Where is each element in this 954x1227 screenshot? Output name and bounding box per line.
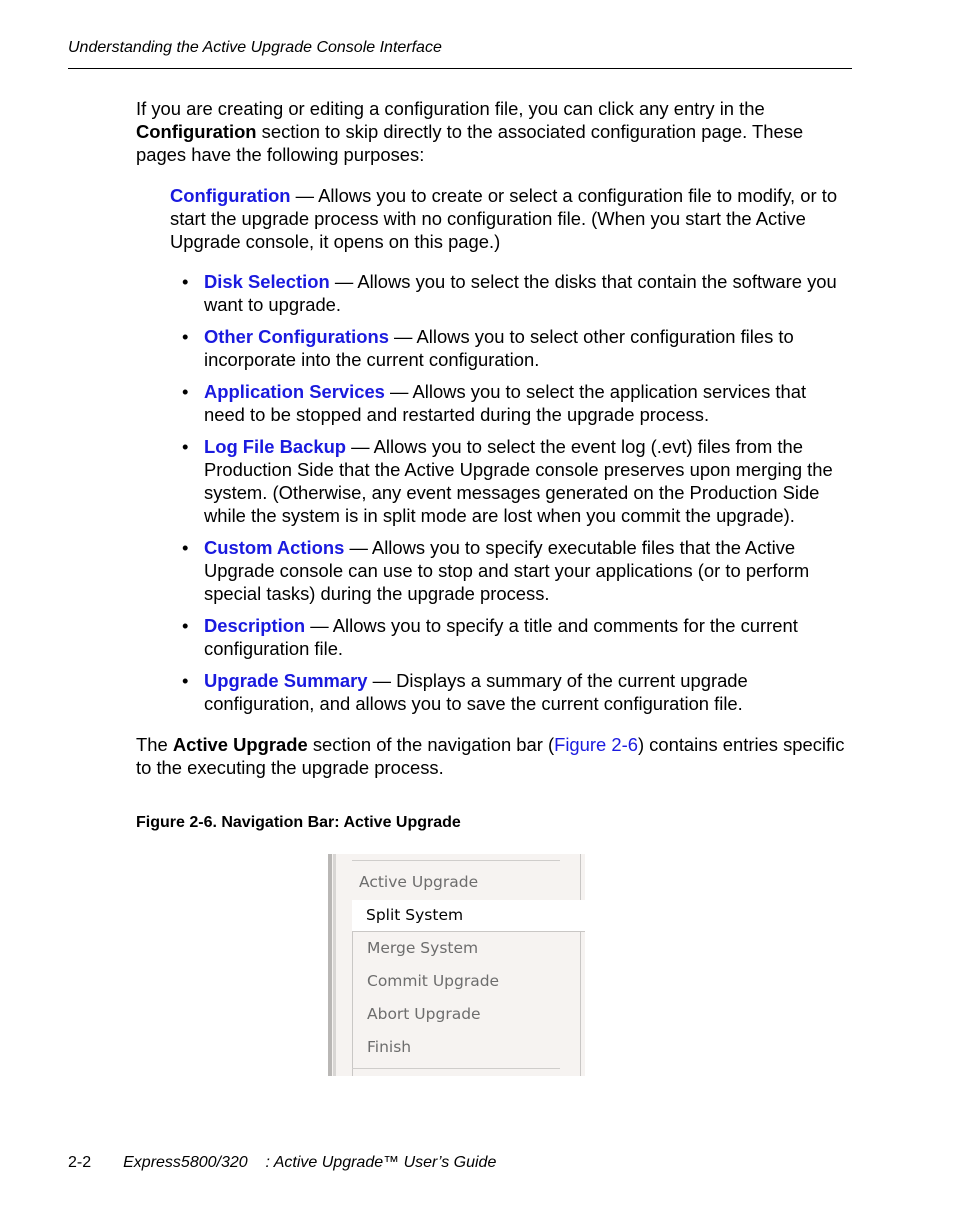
divider	[352, 1068, 560, 1069]
list-item	[170, 536, 852, 605]
nav-item-split-system[interactable]	[352, 900, 585, 932]
list-item	[170, 435, 852, 527]
list-item	[170, 325, 852, 371]
list-item-desc: — Displays a summary of the current upgrade configuration, and allows you to save the current configuration file.	[204, 670, 748, 714]
para-text: ) contains entries specific to the executing the upgrade process.	[136, 734, 845, 778]
nav-item-merge-system[interactable]: Merge System	[367, 939, 479, 957]
list-item-desc: — Allows you to specify executable files that the Active Upgrade console can use to stop and start your applications (or to perform special tasks) during the upgrade process.	[204, 537, 810, 604]
config-pages-list	[170, 270, 852, 724]
divider	[352, 860, 560, 861]
bullet-icon: •	[182, 381, 189, 402]
para-text: The	[136, 734, 173, 755]
nav-left-edge	[333, 854, 336, 1076]
figure-caption: Figure 2-6. Navigation Bar: Active Upgrade	[136, 814, 461, 831]
nav-left-edge	[328, 854, 332, 1076]
list-item	[170, 614, 852, 660]
upgrade-summary-link[interactable]: Upgrade Summary	[204, 670, 368, 691]
nav-section-title: Active Upgrade	[359, 873, 479, 891]
navigation-bar-screenshot	[328, 854, 585, 1076]
list-item-desc: — Allows you to select the application services that need to be stopped and restarted during the upgrade process.	[204, 381, 807, 425]
list-item	[170, 270, 852, 316]
page-number: 2-2	[68, 1154, 92, 1171]
bullet-icon: •	[182, 670, 189, 691]
active-upgrade-paragraph	[136, 733, 852, 779]
nav-item-label: Split System	[366, 906, 464, 924]
configuration-desc: — Allows you to create or select a configuration file to modify, or to start the upgrade process with no configuration file. (When you start the Active Upgrade console, it opens on this page.)	[170, 185, 838, 252]
log-file-backup-link[interactable]: Log File Backup	[204, 436, 347, 457]
list-item-desc: — Allows you to select the event log (.evt) files from the Production Side that the Active Upgrade console preserves upon merging the system. (Otherwise, any event messages generated on the Production Side while the system is in split mode are lost when you commit the upgrade).	[204, 436, 833, 526]
nav-item-finish[interactable]: Finish	[367, 1038, 412, 1056]
active-upgrade-bold: Active Upgrade	[172, 734, 308, 755]
application-services-link[interactable]: Application Services	[204, 381, 385, 402]
nav-item-commit-upgrade[interactable]: Commit Upgrade	[367, 972, 500, 990]
custom-actions-link[interactable]: Custom Actions	[204, 537, 345, 558]
list-item-desc: — Allows you to specify a title and comments for the current configuration file.	[204, 615, 798, 659]
intro-text-1: If you are creating or editing a configuration file, you can click any entry in the	[136, 98, 765, 119]
bullet-icon: •	[182, 271, 189, 292]
list-item	[170, 669, 852, 715]
footer-title: Express5800/320 : Active Upgrade™ User’s Guide	[123, 1154, 497, 1171]
para-text: section of the navigation bar (	[307, 734, 555, 755]
disk-selection-link[interactable]: Disk Selection	[204, 271, 330, 292]
configuration-link[interactable]: Configuration	[170, 185, 291, 206]
configuration-entry	[170, 184, 852, 253]
description-link[interactable]: Description	[204, 615, 306, 636]
intro-paragraph	[136, 97, 852, 166]
intro-bold-configuration: Configuration	[136, 121, 257, 142]
header-rule	[68, 68, 852, 69]
list-item-desc: — Allows you to select other configuration files to incorporate into the current configuration.	[204, 326, 794, 370]
nav-item-abort-upgrade[interactable]: Abort Upgrade	[367, 1005, 481, 1023]
bullet-icon: •	[182, 436, 189, 457]
other-configurations-link[interactable]: Other Configurations	[204, 326, 389, 347]
list-item-desc: — Allows you to select the disks that contain the software you want to upgrade.	[204, 271, 837, 315]
figure-2-6-link[interactable]: Figure 2-6	[554, 734, 638, 755]
bullet-icon: •	[182, 615, 189, 636]
running-header: Understanding the Active Upgrade Console Interface	[68, 39, 442, 56]
running-footer	[68, 1154, 496, 1172]
bullet-icon: •	[182, 326, 189, 347]
bullet-icon: •	[182, 537, 189, 558]
list-item	[170, 380, 852, 426]
intro-text-2: section to skip directly to the associated configuration page. These pages have the following purposes:	[136, 121, 804, 165]
